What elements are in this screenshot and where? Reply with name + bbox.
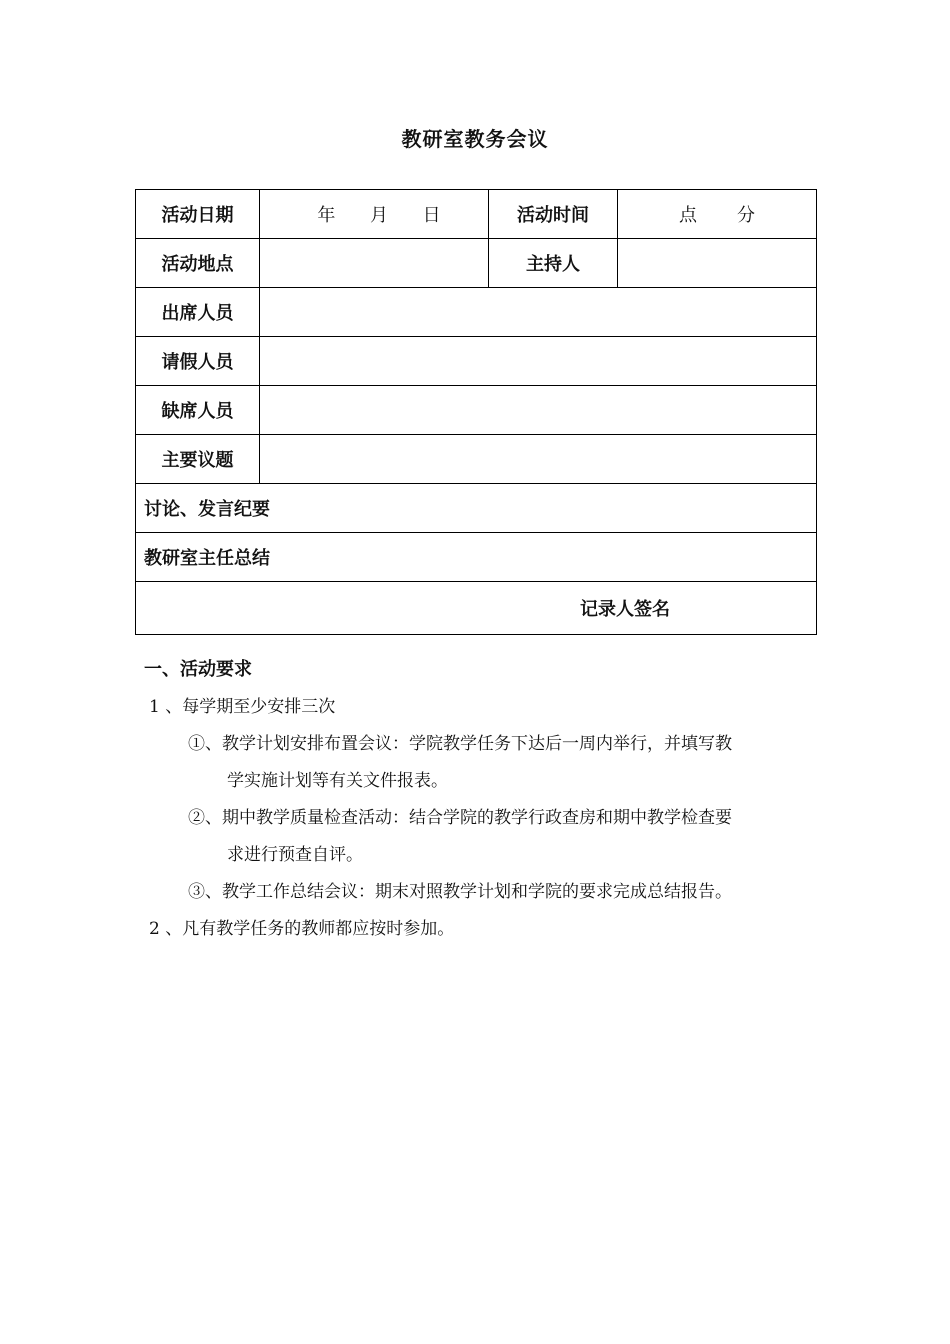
row-date-time <box>136 190 817 239</box>
page-title: 教研室教务会议 <box>401 127 549 151</box>
sub-item-1-line1: ①、教学计划安排布置会议：学院教学任务下达后一周内举行，并填写教 <box>188 734 732 754</box>
absent-label: 缺席人员 <box>136 386 260 435</box>
requirement-item-2: 2 、凡有教学任务的教师都应按时参加。 <box>149 919 455 939</box>
topic-label: 主要议题 <box>136 435 260 484</box>
time-field[interactable] <box>618 190 817 239</box>
host-label: 主持人 <box>489 239 618 288</box>
day-unit: 日 <box>422 205 441 226</box>
leave-label: 请假人员 <box>136 337 260 386</box>
host-field[interactable] <box>618 239 817 288</box>
place-field[interactable] <box>260 239 489 288</box>
sub-item-2-line1: ②、期中教学质量检查活动：结合学院的教学行政查房和期中教学检查要 <box>188 808 732 828</box>
minute-unit: 分 <box>737 205 755 226</box>
row-attendees <box>136 288 817 337</box>
row-discussion <box>136 484 817 533</box>
requirements-section <box>144 655 824 939</box>
row-absent <box>136 386 817 435</box>
row-leave <box>136 337 817 386</box>
hour-unit: 点 <box>679 205 697 226</box>
year-unit: 年 <box>317 205 336 226</box>
row-summary <box>136 533 817 582</box>
recorder-signature-label: 记录人签名 <box>136 582 817 635</box>
discussion-label: 讨论、发言纪要 <box>136 484 817 533</box>
sub-item-3 <box>188 874 810 911</box>
month-unit: 月 <box>369 205 388 226</box>
absent-field[interactable] <box>260 386 817 435</box>
row-topic <box>136 435 817 484</box>
meeting-form-table <box>135 189 817 635</box>
row-place-host <box>136 239 817 288</box>
topic-field[interactable] <box>260 435 817 484</box>
requirements-heading: 一、活动要求 <box>144 659 252 680</box>
date-field[interactable] <box>260 190 489 239</box>
row-recorder <box>136 582 817 635</box>
sub-item-1-line2: 学实施计划等有关文件报表。 <box>227 771 448 791</box>
date-label: 活动日期 <box>136 190 260 239</box>
attendees-field[interactable] <box>260 288 817 337</box>
summary-label: 教研室主任总结 <box>136 533 817 582</box>
sub-item-1 <box>188 726 810 800</box>
attendees-label: 出席人员 <box>136 288 260 337</box>
time-label: 活动时间 <box>489 190 618 239</box>
leave-field[interactable] <box>260 337 817 386</box>
sub-item-2 <box>188 800 810 874</box>
sub-item-3-line1: ③、教学工作总结会议：期末对照教学计划和学院的要求完成总结报告。 <box>188 882 732 902</box>
requirement-item-1: 1 、每学期至少安排三次 <box>149 697 336 717</box>
place-label: 活动地点 <box>136 239 260 288</box>
sub-item-2-line2: 求进行预查自评。 <box>227 845 363 865</box>
